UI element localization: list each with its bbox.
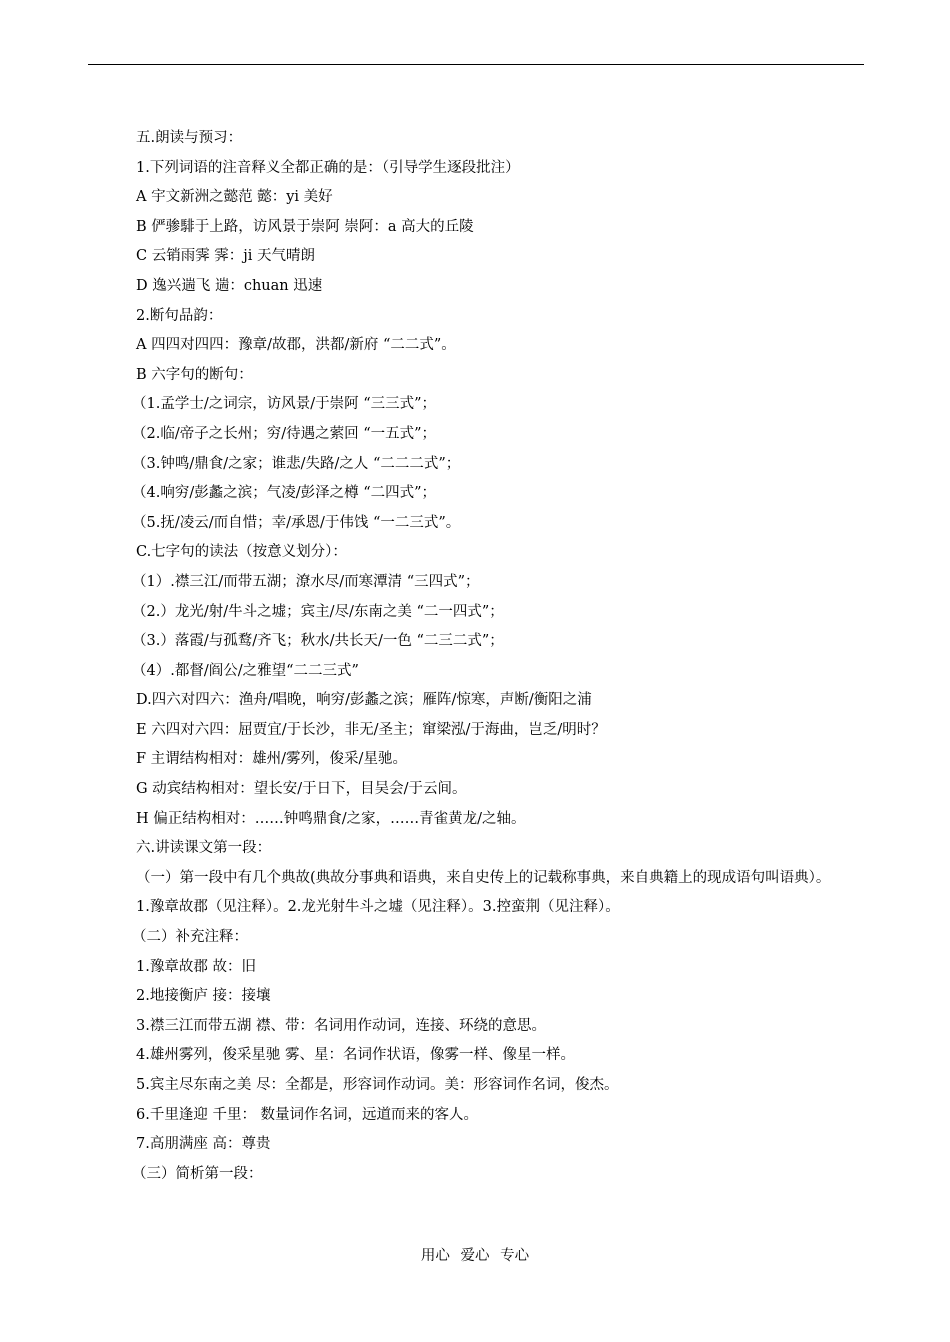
sub-item-line: （1）.襟三江/而带五湖；潦水尽/而寒潭清 “三四式”； [132,573,480,590]
section-heading: 五.朗读与预习： [136,130,243,146]
body-line: D.四六对四六：渔舟/唱晚，响穷/彭蠡之滨；雁阵/惊寒，声断/衡阳之浦 [136,692,592,709]
sub-item-line: （2.临/帝子之长州；穷/待遇之萦回 “一五式”； [132,425,437,442]
annotation-line: 3.襟三江而带五湖 襟、带：名词用作动词，连接、环绕的意思。 [136,1017,546,1034]
sub-item-line: （1.孟学士/之词宗，访风景/于崇阿 “三三式”； [132,396,437,413]
option-line: A 宇文新洲之懿范 懿：yi 美好 [136,189,333,206]
body-line: E 六四对六四：屈贾宜/于长沙，非无/圣主；窜梁泓/于海曲，岂乏/明时？ [136,721,606,738]
sub-item-line: （3.）落霞/与孤鹜/齐飞；秋水/共长天/一色 “二三二式”； [132,633,504,650]
body-line: 1.豫章故郡（见注释）。2.龙光射牛斗之墟（见注释）。3.控蛮荆（见注释）。 [136,899,620,916]
body-line: F 主谓结构相对：雄州/雾列，俊采/星驰。 [136,751,407,768]
annotation-line: 1.豫章故郡 故：旧 [136,958,256,975]
page-footer: 用心 爱心 专心 [420,1248,530,1264]
annotation-line: 5.宾主尽东南之美 尽：全都是，形容词作动词。美：形容词作名词，俊杰。 [136,1077,619,1093]
body-line: H 偏正结构相对：……钟鸣鼎食/之家，……青雀黄龙/之轴。 [136,810,526,827]
annotation-line: 6.千里逢迎 千里： 数量词作名词，远道而来的客人。 [136,1106,479,1123]
body-line: G 动宾结构相对：望长安/于日下，目吴会/于云间。 [136,781,467,798]
body-line: A 四四对四四：豫章/故郡，洪都/新府 “二二式”。 [136,337,456,354]
question-line: 2.断句品韵： [136,307,223,324]
sub-item-line: （4.响穷/彭蠡之滨；气凌/彭泽之樽 “二四式”； [132,485,437,502]
annotation-line: 4.雄州雾列，俊采星驰 雾、星：名词作状语，像雾一样、像星一样。 [136,1047,575,1064]
body-line: B 六字句的断句： [136,366,253,383]
sub-item-line: （2.）龙光/射/牛斗之墟；宾主/尽/东南之美 “二一四式”； [132,603,504,620]
annotation-line: 7.高朋满座 高：尊贵 [136,1136,271,1153]
sub-item-line: （3.钟鸣/鼎食/之家；谁悲/失路/之人 “二二二式”； [132,455,461,472]
document-body [88,124,864,1189]
subsection-heading: （三）简析第一段： [132,1165,263,1182]
body-line: C.七字句的读法（按意义划分）： [136,544,347,561]
option-line: C 云销雨霁 霁：ji 天气晴朗 [136,248,316,265]
option-line: B 俨骖騑于上路，访风景于崇阿 崇阿：a 高大的丘陵 [136,218,474,235]
annotation-line: 2.地接衡庐 接：接壤 [136,988,271,1005]
option-line: D 逸兴遄飞 遄：chuan 迅速 [136,277,323,294]
sub-item-line: （4）.都督/阎公/之雅望“二二三式” [132,662,359,679]
section-heading: 六.讲读课文第一段： [136,840,272,857]
body-paragraph: （一）第一段中有几个典故(典故分事典和语典，来自史传上的记载称事典，来自典籍上的现成语句叫语典）。 [136,869,831,886]
header-rule [88,64,864,65]
question-line: 1.下列词语的注音释义全都正确的是：（引导学生逐段批注） [136,159,520,176]
subsection-heading: （二）补充注释： [132,929,248,946]
sub-item-line: （5.抚/凌云/而自惜；幸/承恩/于伟饯 “一二三式”。 [132,514,461,531]
